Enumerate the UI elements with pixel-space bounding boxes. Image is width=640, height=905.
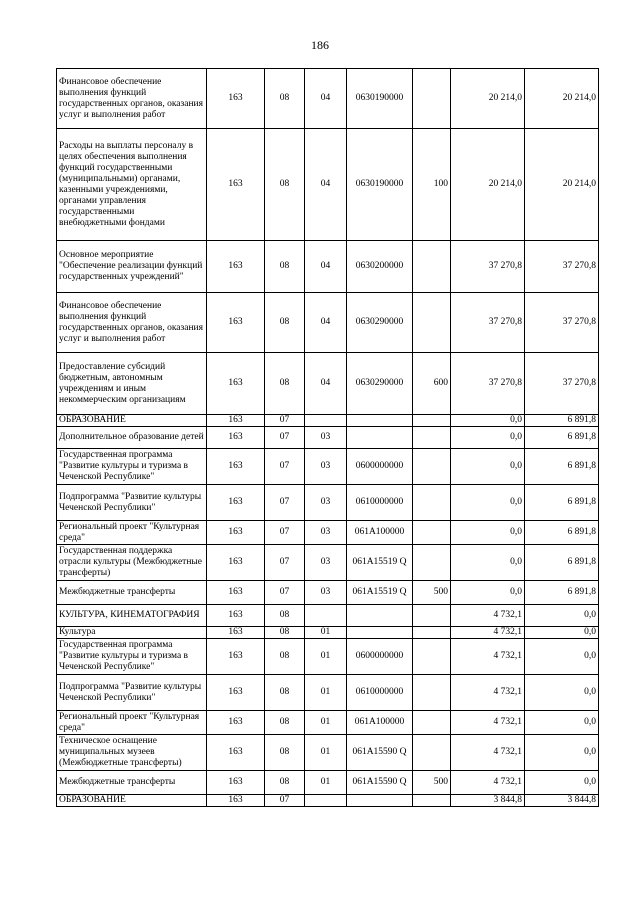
row-name: Региональный проект "Культурная среда" [57, 521, 207, 545]
amount-year-2: 6 891,8 [525, 581, 599, 605]
grbs-code: 163 [207, 795, 265, 807]
amount-year-2: 6 891,8 [525, 427, 599, 449]
target-article-code [347, 427, 413, 449]
subsection-code: 03 [305, 427, 347, 449]
table-row [57, 485, 599, 521]
section-code: 08 [265, 129, 305, 241]
table-row [57, 129, 599, 241]
expense-type-code [413, 711, 451, 735]
target-article-code [347, 627, 413, 639]
grbs-code: 163 [207, 581, 265, 605]
section-code: 08 [265, 627, 305, 639]
table-row [57, 449, 599, 485]
amount-year-2: 3 844,8 [525, 795, 599, 807]
amount-year-1: 0,0 [451, 485, 525, 521]
grbs-code: 163 [207, 241, 265, 293]
row-name: Расходы на выплаты персоналу в целях обеспечения выполнения функций государственными (муниципальными) органами, казенными учреждениями, органами управления государственными внебюджетными фондами [57, 129, 207, 241]
grbs-code: 163 [207, 449, 265, 485]
row-name: КУЛЬТУРА, КИНЕМАТОГРАФИЯ [57, 605, 207, 627]
row-name: Дополнительное образование детей [57, 427, 207, 449]
amount-year-2: 0,0 [525, 735, 599, 771]
amount-year-1: 4 732,1 [451, 711, 525, 735]
amount-year-1: 4 732,1 [451, 627, 525, 639]
expense-type-code [413, 627, 451, 639]
section-code: 08 [265, 69, 305, 129]
amount-year-1: 20 214,0 [451, 69, 525, 129]
expense-type-code: 600 [413, 353, 451, 415]
section-code: 08 [265, 241, 305, 293]
target-article-code: 0610000000 [347, 485, 413, 521]
table-row [57, 711, 599, 735]
amount-year-1: 4 732,1 [451, 771, 525, 795]
row-name: Государственная программа "Развитие культуры и туризма в Чеченской Республике" [57, 449, 207, 485]
subsection-code: 01 [305, 675, 347, 711]
target-article-code: 061A100000 [347, 711, 413, 735]
section-code: 07 [265, 581, 305, 605]
expense-type-code: 500 [413, 581, 451, 605]
subsection-code: 03 [305, 485, 347, 521]
amount-year-1: 0,0 [451, 521, 525, 545]
amount-year-1: 4 732,1 [451, 675, 525, 711]
grbs-code: 163 [207, 771, 265, 795]
subsection-code [305, 795, 347, 807]
target-article-code: 0600000000 [347, 449, 413, 485]
target-article-code: 0630200000 [347, 241, 413, 293]
table-row [57, 521, 599, 545]
grbs-code: 163 [207, 353, 265, 415]
target-article-code: 0630290000 [347, 353, 413, 415]
amount-year-1: 37 270,8 [451, 353, 525, 415]
expense-type-code [413, 735, 451, 771]
table-row [57, 605, 599, 627]
amount-year-1: 37 270,8 [451, 241, 525, 293]
target-article-code: 061A15590 Q [347, 771, 413, 795]
subsection-code: 04 [305, 69, 347, 129]
table-row [57, 545, 599, 581]
section-code: 07 [265, 427, 305, 449]
amount-year-2: 0,0 [525, 627, 599, 639]
amount-year-2: 0,0 [525, 639, 599, 675]
expense-type-code [413, 69, 451, 129]
section-code: 08 [265, 735, 305, 771]
section-code: 07 [265, 485, 305, 521]
grbs-code: 163 [207, 485, 265, 521]
table-row [57, 581, 599, 605]
row-name: Техническое оснащение муниципальных музеев (Межбюджетные трансферты) [57, 735, 207, 771]
amount-year-2: 6 891,8 [525, 485, 599, 521]
expense-type-code [413, 545, 451, 581]
page-number: 186 [311, 38, 329, 52]
target-article-code: 061A15590 Q [347, 735, 413, 771]
amount-year-1: 37 270,8 [451, 293, 525, 353]
amount-year-2: 0,0 [525, 605, 599, 627]
section-code: 07 [265, 449, 305, 485]
expense-type-code [413, 241, 451, 293]
section-code: 07 [265, 545, 305, 581]
amount-year-2: 20 214,0 [525, 129, 599, 241]
target-article-code: 0600000000 [347, 639, 413, 675]
row-name: ОБРАЗОВАНИЕ [57, 415, 207, 427]
section-code: 08 [265, 605, 305, 627]
grbs-code: 163 [207, 711, 265, 735]
row-name: Предоставление субсидий бюджетным, автономным учреждениям и иным некоммерческим организациям [57, 353, 207, 415]
amount-year-1: 0,0 [451, 415, 525, 427]
section-code: 08 [265, 711, 305, 735]
subsection-code: 01 [305, 639, 347, 675]
section-code: 07 [265, 415, 305, 427]
row-name: Межбюджетные трансферты [57, 581, 207, 605]
expense-type-code [413, 795, 451, 807]
subsection-code: 04 [305, 241, 347, 293]
amount-year-2: 6 891,8 [525, 449, 599, 485]
subsection-code: 01 [305, 711, 347, 735]
expense-type-code [413, 427, 451, 449]
subsection-code: 01 [305, 735, 347, 771]
subsection-code: 04 [305, 129, 347, 241]
grbs-code: 163 [207, 735, 265, 771]
target-article-code: 0630190000 [347, 69, 413, 129]
row-name: Финансовое обеспечение выполнения функций государственных органов, оказания услуг и выполнения работ [57, 293, 207, 353]
table-row [57, 735, 599, 771]
expense-type-code: 100 [413, 129, 451, 241]
section-code: 07 [265, 795, 305, 807]
amount-year-2: 37 270,8 [525, 353, 599, 415]
row-name: Региональный проект "Культурная среда" [57, 711, 207, 735]
amount-year-2: 0,0 [525, 711, 599, 735]
expense-type-code [413, 605, 451, 627]
section-code: 08 [265, 771, 305, 795]
target-article-code: 0610000000 [347, 675, 413, 711]
grbs-code: 163 [207, 521, 265, 545]
subsection-code: 04 [305, 353, 347, 415]
row-name: Государственная поддержка отрасли культуры (Межбюджетные трансферты) [57, 545, 207, 581]
subsection-code [305, 605, 347, 627]
amount-year-1: 3 844,8 [451, 795, 525, 807]
amount-year-1: 0,0 [451, 545, 525, 581]
amount-year-2: 6 891,8 [525, 415, 599, 427]
amount-year-2: 0,0 [525, 771, 599, 795]
expense-type-code [413, 415, 451, 427]
expense-type-code [413, 675, 451, 711]
row-name: Основное мероприятие "Обеспечение реализации функций государственных учреждений" [57, 241, 207, 293]
grbs-code: 163 [207, 293, 265, 353]
amount-year-2: 37 270,8 [525, 293, 599, 353]
row-name: Подпрограмма "Развитие культуры Чеченской Республики" [57, 675, 207, 711]
target-article-code: 0630190000 [347, 129, 413, 241]
amount-year-1: 4 732,1 [451, 735, 525, 771]
expense-type-code [413, 449, 451, 485]
row-name: ОБРАЗОВАНИЕ [57, 795, 207, 807]
table-row [57, 241, 599, 293]
section-code: 08 [265, 675, 305, 711]
amount-year-1: 20 214,0 [451, 129, 525, 241]
subsection-code: 01 [305, 771, 347, 795]
expense-type-code [413, 485, 451, 521]
grbs-code: 163 [207, 427, 265, 449]
expense-type-code [413, 521, 451, 545]
table-row [57, 427, 599, 449]
amount-year-2: 6 891,8 [525, 521, 599, 545]
amount-year-1: 0,0 [451, 581, 525, 605]
amount-year-1: 4 732,1 [451, 639, 525, 675]
section-code: 07 [265, 521, 305, 545]
amount-year-2: 20 214,0 [525, 69, 599, 129]
target-article-code [347, 795, 413, 807]
row-name: Подпрограмма "Развитие культуры Чеченской Республики" [57, 485, 207, 521]
budget-table [56, 68, 599, 807]
table-row [57, 795, 599, 807]
amount-year-1: 4 732,1 [451, 605, 525, 627]
table-row [57, 639, 599, 675]
subsection-code: 04 [305, 293, 347, 353]
amount-year-1: 0,0 [451, 427, 525, 449]
target-article-code: 0630290000 [347, 293, 413, 353]
target-article-code: 061A15519 Q [347, 581, 413, 605]
subsection-code: 03 [305, 449, 347, 485]
section-code: 08 [265, 293, 305, 353]
expense-type-code [413, 293, 451, 353]
table-row [57, 771, 599, 795]
target-article-code: 061A15519 Q [347, 545, 413, 581]
row-name: Культура [57, 627, 207, 639]
row-name: Межбюджетные трансферты [57, 771, 207, 795]
table-row [57, 627, 599, 639]
target-article-code: 061A100000 [347, 521, 413, 545]
section-code: 08 [265, 353, 305, 415]
grbs-code: 163 [207, 69, 265, 129]
amount-year-2: 6 891,8 [525, 545, 599, 581]
amount-year-1: 0,0 [451, 449, 525, 485]
subsection-code: 03 [305, 581, 347, 605]
table-row [57, 69, 599, 129]
grbs-code: 163 [207, 545, 265, 581]
table-row [57, 675, 599, 711]
expense-type-code: 500 [413, 771, 451, 795]
amount-year-2: 37 270,8 [525, 241, 599, 293]
target-article-code [347, 605, 413, 627]
row-name: Государственная программа "Развитие культуры и туризма в Чеченской Республике" [57, 639, 207, 675]
subsection-code: 03 [305, 521, 347, 545]
table-row [57, 415, 599, 427]
grbs-code: 163 [207, 675, 265, 711]
section-code: 08 [265, 639, 305, 675]
expense-type-code [413, 639, 451, 675]
table-row [57, 353, 599, 415]
grbs-code: 163 [207, 639, 265, 675]
grbs-code: 163 [207, 415, 265, 427]
amount-year-2: 0,0 [525, 675, 599, 711]
subsection-code [305, 415, 347, 427]
grbs-code: 163 [207, 627, 265, 639]
subsection-code: 03 [305, 545, 347, 581]
grbs-code: 163 [207, 129, 265, 241]
target-article-code [347, 415, 413, 427]
table-row [57, 293, 599, 353]
row-name: Финансовое обеспечение выполнения функций государственных органов, оказания услуг и выполнения работ [57, 69, 207, 129]
subsection-code: 01 [305, 627, 347, 639]
grbs-code: 163 [207, 605, 265, 627]
table-body [57, 69, 599, 807]
